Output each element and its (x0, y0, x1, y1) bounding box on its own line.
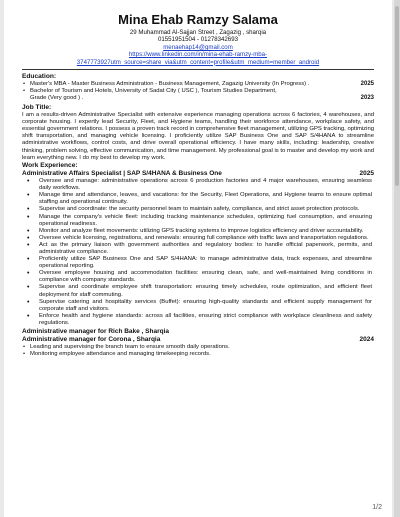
list-item: • Supervise and coordinate: the security personnel team to maintain safety, compliance, and strict asset protection protocols. (22, 206, 374, 213)
phone-numbers: 01551951504 - 01278342693 (158, 36, 238, 44)
education-heading: Education: (22, 73, 57, 81)
address: 29 Muhammad Al-Sajjan Street , Zagazig , sharqia (129, 29, 267, 36)
linkedin-link-line2[interactable]: 3747773927utm_source=share_via&utm_content=profile&utm_medium=member_android (76, 58, 320, 66)
list-item: • Oversee vehicle licensing, registrations, and renewals: ensuring full compliance with traffic laws and transportation regulations. (22, 235, 374, 242)
role-year: 2025 (359, 170, 374, 178)
list-item: • Oversee employee housing and accommodation facilities: ensuring clean, safe, and well-maintained living conditions in compliance with company standards. (22, 270, 374, 284)
list-item: • Manage time and attendance, leaves, and vacations: for the Security, Fleet Operations, and Hygiene teams to ensure optimal staffing and operational continuity. (22, 192, 374, 206)
header-divider (22, 69, 374, 70)
scrollbar-thumb[interactable] (395, 6, 399, 186)
education-item (22, 81, 374, 88)
education-year: 2025 (360, 81, 374, 88)
education-year: 2023 (360, 95, 374, 102)
list-item: • Enforce health and hygiene standards: across all facilities, ensuring strict compliance with workplace cleanliness and safety regulations. (22, 313, 374, 327)
role-year: 2024 (359, 336, 374, 344)
role-title: Administrative manager for Corona , Sharqia (22, 336, 161, 344)
list-item: • Monitor and analyze fleet movements: utilizing GPS tracking systems to improve logistics efficiency and driver accountability. (22, 228, 374, 235)
role-title: Administrative Affairs Specialist | SAP S/4HANA & Business One (22, 170, 222, 178)
resume-page (4, 0, 392, 517)
list-item: • Manage the company's vehicle fleet: including tracking maintenance schedules, optimizing fuel consumption, and ensuring operational readiness. (22, 214, 374, 228)
education-item (22, 95, 374, 102)
linkedin-link-line1[interactable]: https://www.linkedin.com/in/mina-ehab-ramzy-mba- (128, 51, 268, 59)
list-item: • Leading and supervising the branch team to ensure smooth daily operations. (22, 344, 374, 351)
education-degree: • Master's MBA - Master Business Administration - Business Management, Zagazig University (In Progress) . (22, 81, 309, 88)
role-title: Administrative manager for Rich Bake , Sharqia (22, 328, 170, 336)
resume-header (22, 12, 374, 66)
education-degree: • Bachelor of Tourism and Hotels, University of Sadat City ( USC ), Tourism Studies Department, (22, 88, 374, 95)
candidate-name: Mina Ehab Ramzy Salama (118, 12, 278, 27)
page-indicator: 1/2 (372, 504, 382, 511)
job-title-summary: I am a results-driven Administrative Specialist with extensive experience managing operations across 6 factories, 4 warehouses, and corporate housing. I expertly lead Security, Fleet, and Hygiene teams, handling their workforce attendance, workplace safety, and essential government relations. I possess a proven track record in comprehensive fleet management, utilizing GPS tracking, optimizing shift transportation, and managing vehicle licensing. I proficiently utilize SAP Business One and SAP S/4HANA to streamline administrative workflows, control costs, and drive overall operational efficiency. I have many skills, including: leadership, creative thinking, problem solving, effective communication, and time management. My professional goal is to master and develop my work and learn everything new. I do my best to develop my work. (22, 111, 374, 161)
education-grade: Grade (Very good ) . (30, 95, 84, 102)
list-item: • Proficiently utilize SAP Business One and SAP S/4HANA: to manage administrative data, track expenses, and streamline operational reporting. (22, 256, 374, 270)
job-title-heading: Job Title: (22, 103, 52, 111)
list-item: • Monitoring employee attendance and managing timekeeping records. (22, 351, 374, 358)
role-header (22, 336, 374, 344)
list-item: • Oversee and manage: administrative operations across 6 production factories and 4 major warehouses, ensuring seamless daily workflows. (22, 178, 374, 192)
list-item: • Act as the primary liaison with government authorities and regulatory bodies: to handle official paperwork, permits, and administrative compliance. (22, 242, 374, 256)
email-link[interactable]: menaehap14@gmail.com (163, 43, 233, 51)
experience-heading: Work Experience: (22, 162, 78, 170)
vertical-scrollbar[interactable] (394, 0, 400, 517)
duties-list (22, 178, 374, 327)
list-item: • Supervise catering and hospitality services (Buffet): ensuring high-quality standards and efficient supply management for corporate staff and visitors. (22, 299, 374, 313)
list-item: • Supervise and coordinate employee shift transportation: ensuring timely schedules, route optimization, and efficient fleet deployment for staff commuting. (22, 284, 374, 298)
role-header (22, 170, 374, 178)
